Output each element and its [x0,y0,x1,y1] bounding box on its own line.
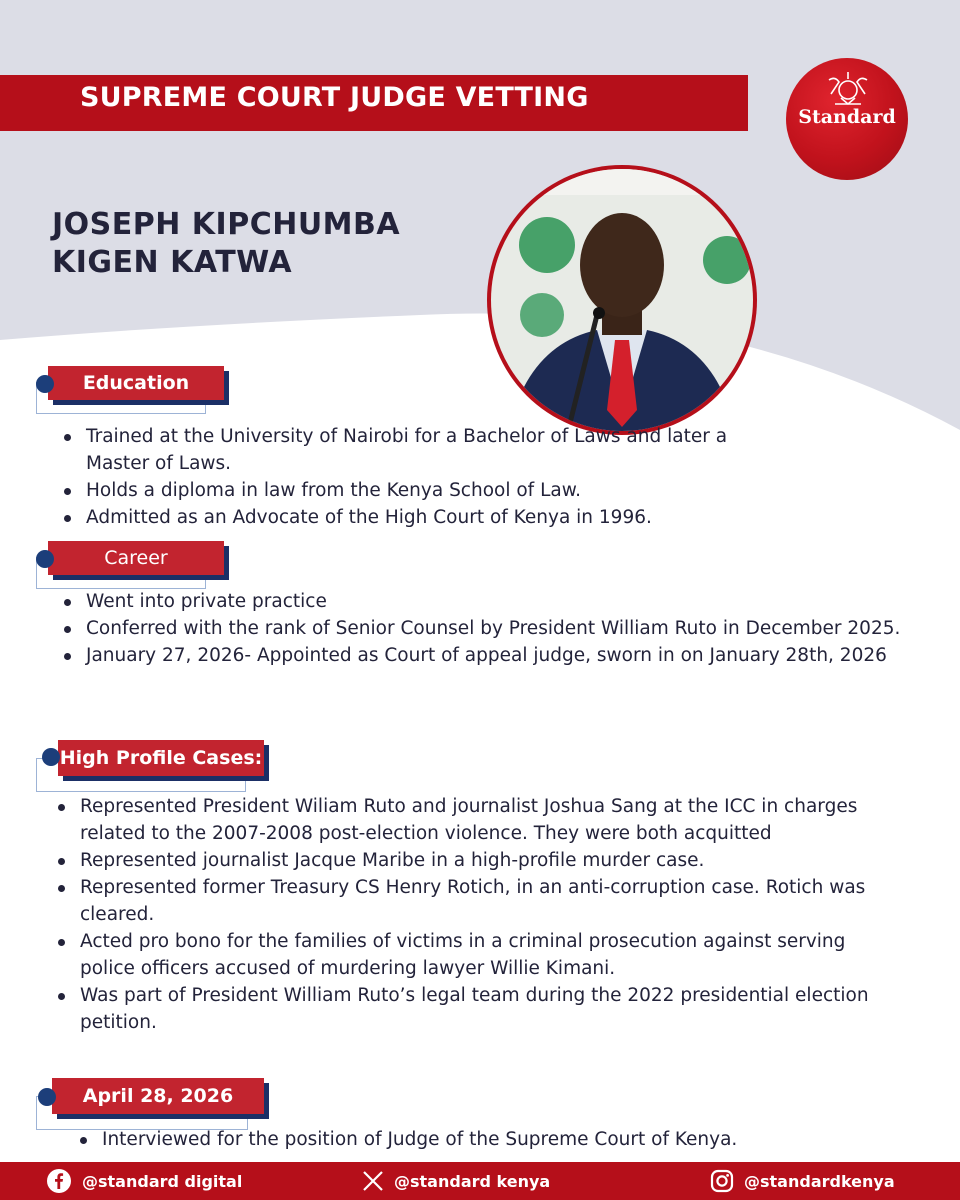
list-item: Admitted as an Advocate of the High Court of Kenya in 1996. [62,504,762,531]
cases-dot [42,748,60,766]
list-item: Acted pro bono for the families of victims in a criminal prosecution against serving police officers accused of murdering lawyer Willie Kimani. [56,928,876,982]
list-item: Was part of President William Ruto’s legal team during the 2022 presidential election petition. [56,982,876,1036]
list-item: Went into private practice [62,588,942,615]
x-handle: @standard kenya [394,1171,551,1191]
page-title: SUPREME COURT JUDGE VETTING [80,82,589,113]
logo-text: Standard [798,106,896,128]
list-item: Represented journalist Jacque Maribe in a high-profile murder case. [56,847,876,874]
education-list [62,423,762,531]
footer-facebook[interactable] [46,1162,242,1200]
portrait-photo [487,165,757,435]
interview-list [78,1126,898,1153]
footer-x[interactable] [362,1162,550,1200]
cases-list [56,793,876,1036]
person-name-line-2: KIGEN KATWA [52,245,293,280]
career-dot [36,550,54,568]
footer-instagram[interactable] [710,1162,895,1200]
career-list [62,588,942,669]
list-item: Represented President Wiliam Ruto and journalist Joshua Sang at the ICC in charges related to the 2007-2008 post-election violence. They were both acquitted [56,793,876,847]
list-item: Trained at the University of Nairobi for a Bachelor of Laws and later a Master of Laws. [62,423,762,477]
x-icon [362,1170,384,1192]
education-dot [36,375,54,393]
list-item: Represented former Treasury CS Henry Rotich, in an anti-corruption case. Rotich was cleared. [56,874,876,928]
list-item: Conferred with the rank of Senior Counsel by President William Ruto in December 2025. [62,615,942,642]
education-heading: Education [48,366,224,400]
person-name-line-1: JOSEPH KIPCHUMBA [52,207,401,242]
list-item: January 27, 2026- Appointed as Court of appeal judge, sworn in on January 28th, 2026 [62,642,942,669]
interview-dot [38,1088,56,1106]
facebook-icon [46,1168,72,1194]
facebook-handle: @standard digital [82,1171,243,1191]
crest-icon [825,70,871,110]
cases-heading: High Profile Cases: [58,740,264,776]
instagram-icon [710,1169,734,1193]
list-item: Holds a diploma in law from the Kenya School of Law. [62,477,762,504]
interview-heading: April 28, 2026 [52,1078,264,1114]
career-heading: Career [48,541,224,575]
instagram-handle: @standardkenya [744,1171,895,1191]
list-item: Interviewed for the position of Judge of the Supreme Court of Kenya. [78,1126,898,1153]
